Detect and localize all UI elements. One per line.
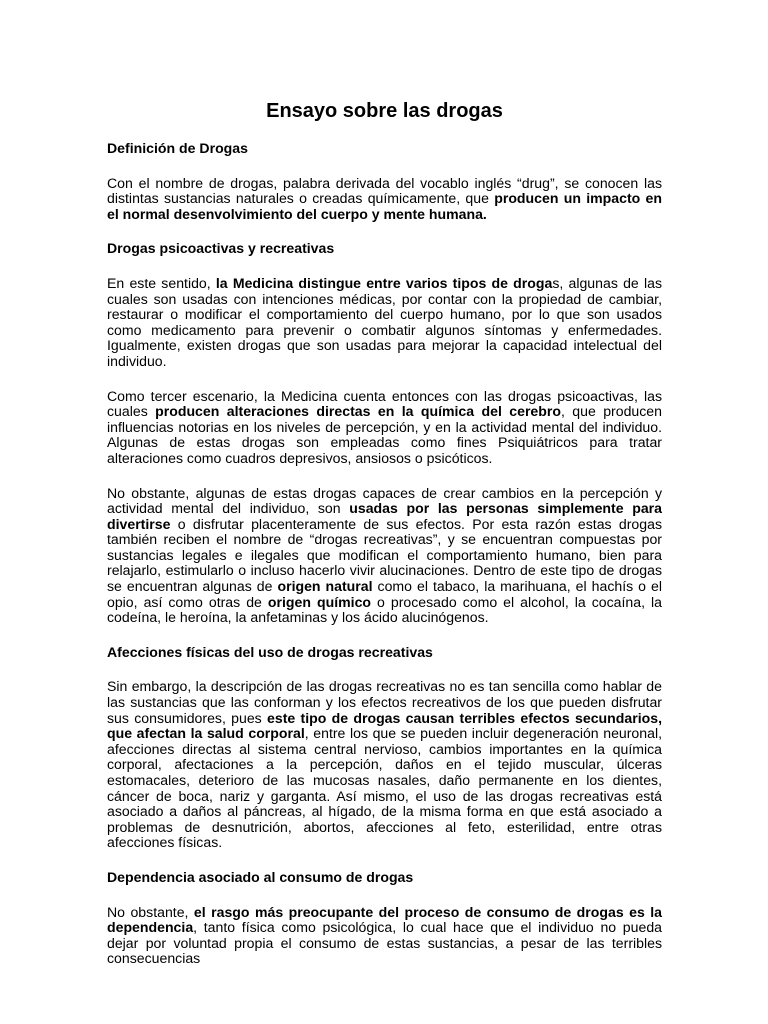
paragraph-bold-text: usadas por las personas simplemente para divertirse <box>107 500 662 532</box>
paragraph <box>107 276 662 370</box>
paragraph-text: o disfrutar placenteramente de sus efectos. Por esta razón estas drogas también reciben el nombre de “drogas recreativas”, y se encuentran compuestas por sustancias legales e ilegales que modifican el comportamiento humano, bien para relajarlo, estimularlo o incluso hacerlo vivir alucinaciones. Dentro de este tipo de drogas se encuentran algunas de <box>107 515 662 595</box>
paragraph-text: , entre los que se pueden incluir degeneración neuronal, afecciones directas al sistema central nervioso, cambios importantes en la química corporal, afectaciones a la percepción, daños en el tejido muscular, úlceras estomacales, deterioro de las mucosas nasales, daño permanente en los dientes, cáncer de boca, nariz y garganta. Así mismo, el uso de las drogas recreativas está asociado a daños al páncreas, al hígado, de la misma forma en que está asociado a problemas de desnutrición, abortos, afecciones al feto, esterilidad, entre otras afecciones físicas. <box>107 725 662 851</box>
paragraph-text: En este sentido, <box>107 274 216 291</box>
paragraph-text: Sin embargo, la descripción de las drogas recreativas no es tan sencilla como hablar de las sustancias que las conforman y los efectos recreativos de los que pueden disfrutar sus consumidores, pues <box>107 678 662 726</box>
paragraph-bold-text: origen natural <box>277 578 373 595</box>
paragraph-bold-text: producen alteraciones directas en la química del cerebro <box>155 403 561 420</box>
paragraph-text: Con el nombre de drogas, palabra derivada del vocablo inglés “drug”, se conocen las distintas sustancias naturales o creadas químicamente, que <box>107 174 662 207</box>
section-heading: Afecciones físicas del uso de drogas recreativas <box>107 643 433 660</box>
paragraph-bold-text: origen químico <box>267 593 372 610</box>
paragraph <box>107 679 662 851</box>
section-heading: Drogas psicoactivas y recreativas <box>107 240 335 257</box>
paragraph-text: s, algunas de las cuales son usadas con intenciones médicas, por contar con la propiedad de cambiar, restaurar o modificar el comportamiento del cuerpo humano, por lo que son usados como medicamento para prevenir o combatir algunos síntomas y enfermedades. Igualmente, existen drogas que son usadas para mejorar la capacidad intelectual del individuo. <box>107 274 662 369</box>
paragraph-bold-text: el rasgo más preocupante del proceso de consumo de drogas es la dependencia <box>107 903 662 936</box>
paragraph-text: como el tabaco, la marihuana, el hachís o el opio, así como otras de <box>107 578 662 610</box>
section-definicion <box>107 141 662 222</box>
section-heading: Dependencia asociado al consumo de drogas <box>107 868 414 885</box>
paragraph-text: No obstante, <box>107 903 194 920</box>
paragraph-bold-text: este tipo de drogas causan terribles efectos secundarios, que afectan la salud corporal <box>107 709 662 742</box>
paragraph-bold-text: producen un impacto en el normal desenvolvimiento del cuerpo y mente humana. <box>107 190 663 222</box>
paragraph-text: Como tercer escenario, la Medicina cuenta entonces con las drogas psicoactivas, las cuales <box>107 387 662 420</box>
paragraph <box>107 389 662 467</box>
section-afecciones <box>107 645 662 851</box>
paragraph-text: o procesado como el alcohol, la cocaína, la codeína, le heroína, la anfetaminas y los ácido alucinógenos. <box>107 593 662 626</box>
paragraph <box>107 905 662 967</box>
paragraph-text: , tanto física como psicológica, lo cual hace que el individuo no pueda dejar por voluntad propia el consumo de estas sustancias, a pesar de las terribles consecuencias <box>107 919 662 967</box>
section-psicoactivas <box>107 241 662 625</box>
paragraph-text: No obstante, algunas de estas drogas capaces de crear cambios en la percepción y actividad mental del individuo, son <box>107 484 662 517</box>
section-heading: Definición de Drogas <box>107 140 248 156</box>
paragraph <box>107 176 662 223</box>
paragraph-text: , que producen influencias notorias en los niveles de percepción, y en la actividad mental del individuo. Algunas de estas drogas son empleadas como fines Psiquiátricos para tratar alteraciones como cuadros depresivos, ansiosos o psicóticos. <box>107 403 662 466</box>
paragraph-bold-text: la Medicina distingue entre varios tipos de droga <box>215 274 553 291</box>
document-page <box>107 100 662 986</box>
section-dependencia <box>107 870 662 967</box>
paragraph <box>107 486 662 626</box>
document-title: Ensayo sobre las drogas <box>266 100 503 122</box>
